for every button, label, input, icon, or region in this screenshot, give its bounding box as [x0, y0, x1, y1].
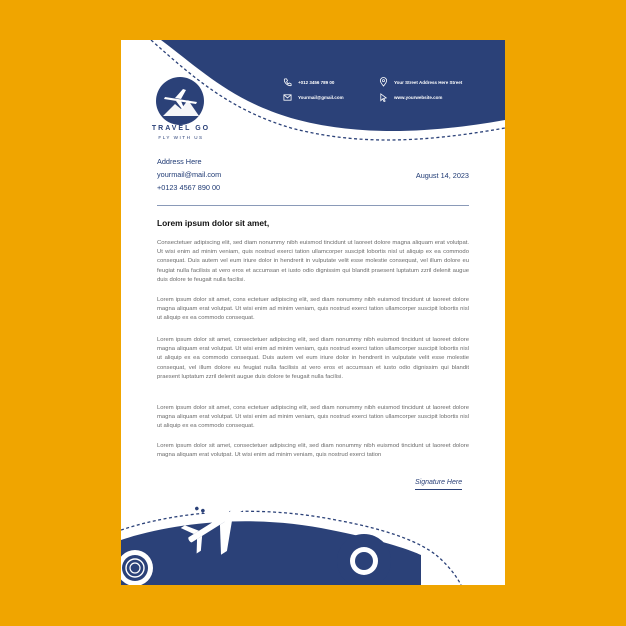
body-paragraph-5: Lorem ipsum dolor sit amet, consectetuer adipiscing elit, sed diam nonummy nibh euismod tincidunt ut laoreet dolore magna aliquam erat volutpat. Ut wisi enim ad minim veniam, quis nostrud exerci tation — [157, 443, 469, 459]
body-paragraph-1: Consectetuer adipiscing elit, sed diam nonummy nibh euismod tincidunt ut laoreet dolore magna aliquam erat volutpat. Ut wisi enim ad minim veniam, quis nostrud exerci tation ullamcorper suscipit lobortis nisl ut aliquip ex ea commodo consequat. Duis autem vel eum iriure dolor in hendrerit in vulputate velit esse molestie consequat, vel illum dolore eu feugiat nulla facilisis at vero eros et accumsan et iusto odio dignissim qui blandit praesent luptatum zzril delenit augue duis dolore te feugait nulla facilisi. — [157, 240, 469, 283]
letterhead-sheet — [121, 40, 505, 585]
divider-line — [157, 205, 469, 206]
letter-subject: Lorem ipsum dolor sit amet, — [157, 218, 270, 228]
header-website[interactable] — [379, 93, 442, 102]
header-phone-text: +012 3456 789 00 — [298, 80, 335, 85]
header-email[interactable] — [283, 93, 344, 102]
sender-phone: +0123 4567 890 00 — [157, 183, 221, 192]
header-address — [379, 77, 462, 87]
brand-tagline: FLY WITH US — [158, 135, 204, 140]
location-icon — [379, 77, 388, 87]
sender-email[interactable]: yourmail@mail.com — [157, 170, 222, 179]
footer-wave — [121, 495, 505, 585]
header-email-text: Yourmail@gmail.com — [298, 95, 344, 100]
letter-date: August 14, 2023 — [415, 171, 469, 180]
header-phone[interactable] — [283, 78, 334, 87]
header-website-text: www.yourwebsite.com — [394, 95, 443, 100]
mail-icon — [283, 93, 292, 102]
body-paragraph-4: Lorem ipsum dolor sit amet, cons ectetuer adipiscing elit, sed diam nonummy nibh euismod tincidunt ut laoreet dolore magna aliquam erat volutpat. Ut wisi enim ad minim veniam, quis nostrud exerci tation ullamcorper suscipit lobortis nisl ut aliquip ex ea commodo consequat. — [157, 405, 469, 430]
sender-address: Address Here — [157, 157, 202, 166]
body-paragraph-2: Lorem ipsum dolor sit amet, cons ectetuer adipiscing elit, sed diam nonummy nibh euismod tincidunt ut laoreet dolore magna aliquam erat volutpat. Ut wisi enim ad minim veniam, quis nostrud exerci tation ullamcorper suscipit lobortis nisl ut aliquip ex ea commodo consequat. — [157, 297, 469, 322]
phone-icon — [283, 78, 292, 87]
header-address-text: Your Street Address Here Street — [394, 79, 463, 85]
signature-line: Signature Here — [415, 479, 462, 490]
cursor-icon — [379, 93, 388, 102]
brand-name: TRAVEL GO — [151, 125, 211, 132]
body-paragraph-3: Lorem ipsum dolor sit amet, consectetuer adipiscing elit, sed diam nonummy nibh euismod tincidunt ut laoreet dolore magna aliquam erat volutpat. Ut wisi enim ad minim veniam, quis nostrud exerci tation ullamcorper suscipit lobortis nisl ut aliquip ex ea commodo consequat. Duis autem vel eum iriure dolor in hendrerit in vulputate velit esse molestie consequat, vel illum dolore eu feugiat nulla facilisis at vero eros et accumsan et iusto odio dignissim qui blandit praesent luptatum zzril delenit augue duis dolore te feugait nulla facilisi. — [157, 337, 469, 380]
logo-airplane-icon — [155, 76, 205, 126]
